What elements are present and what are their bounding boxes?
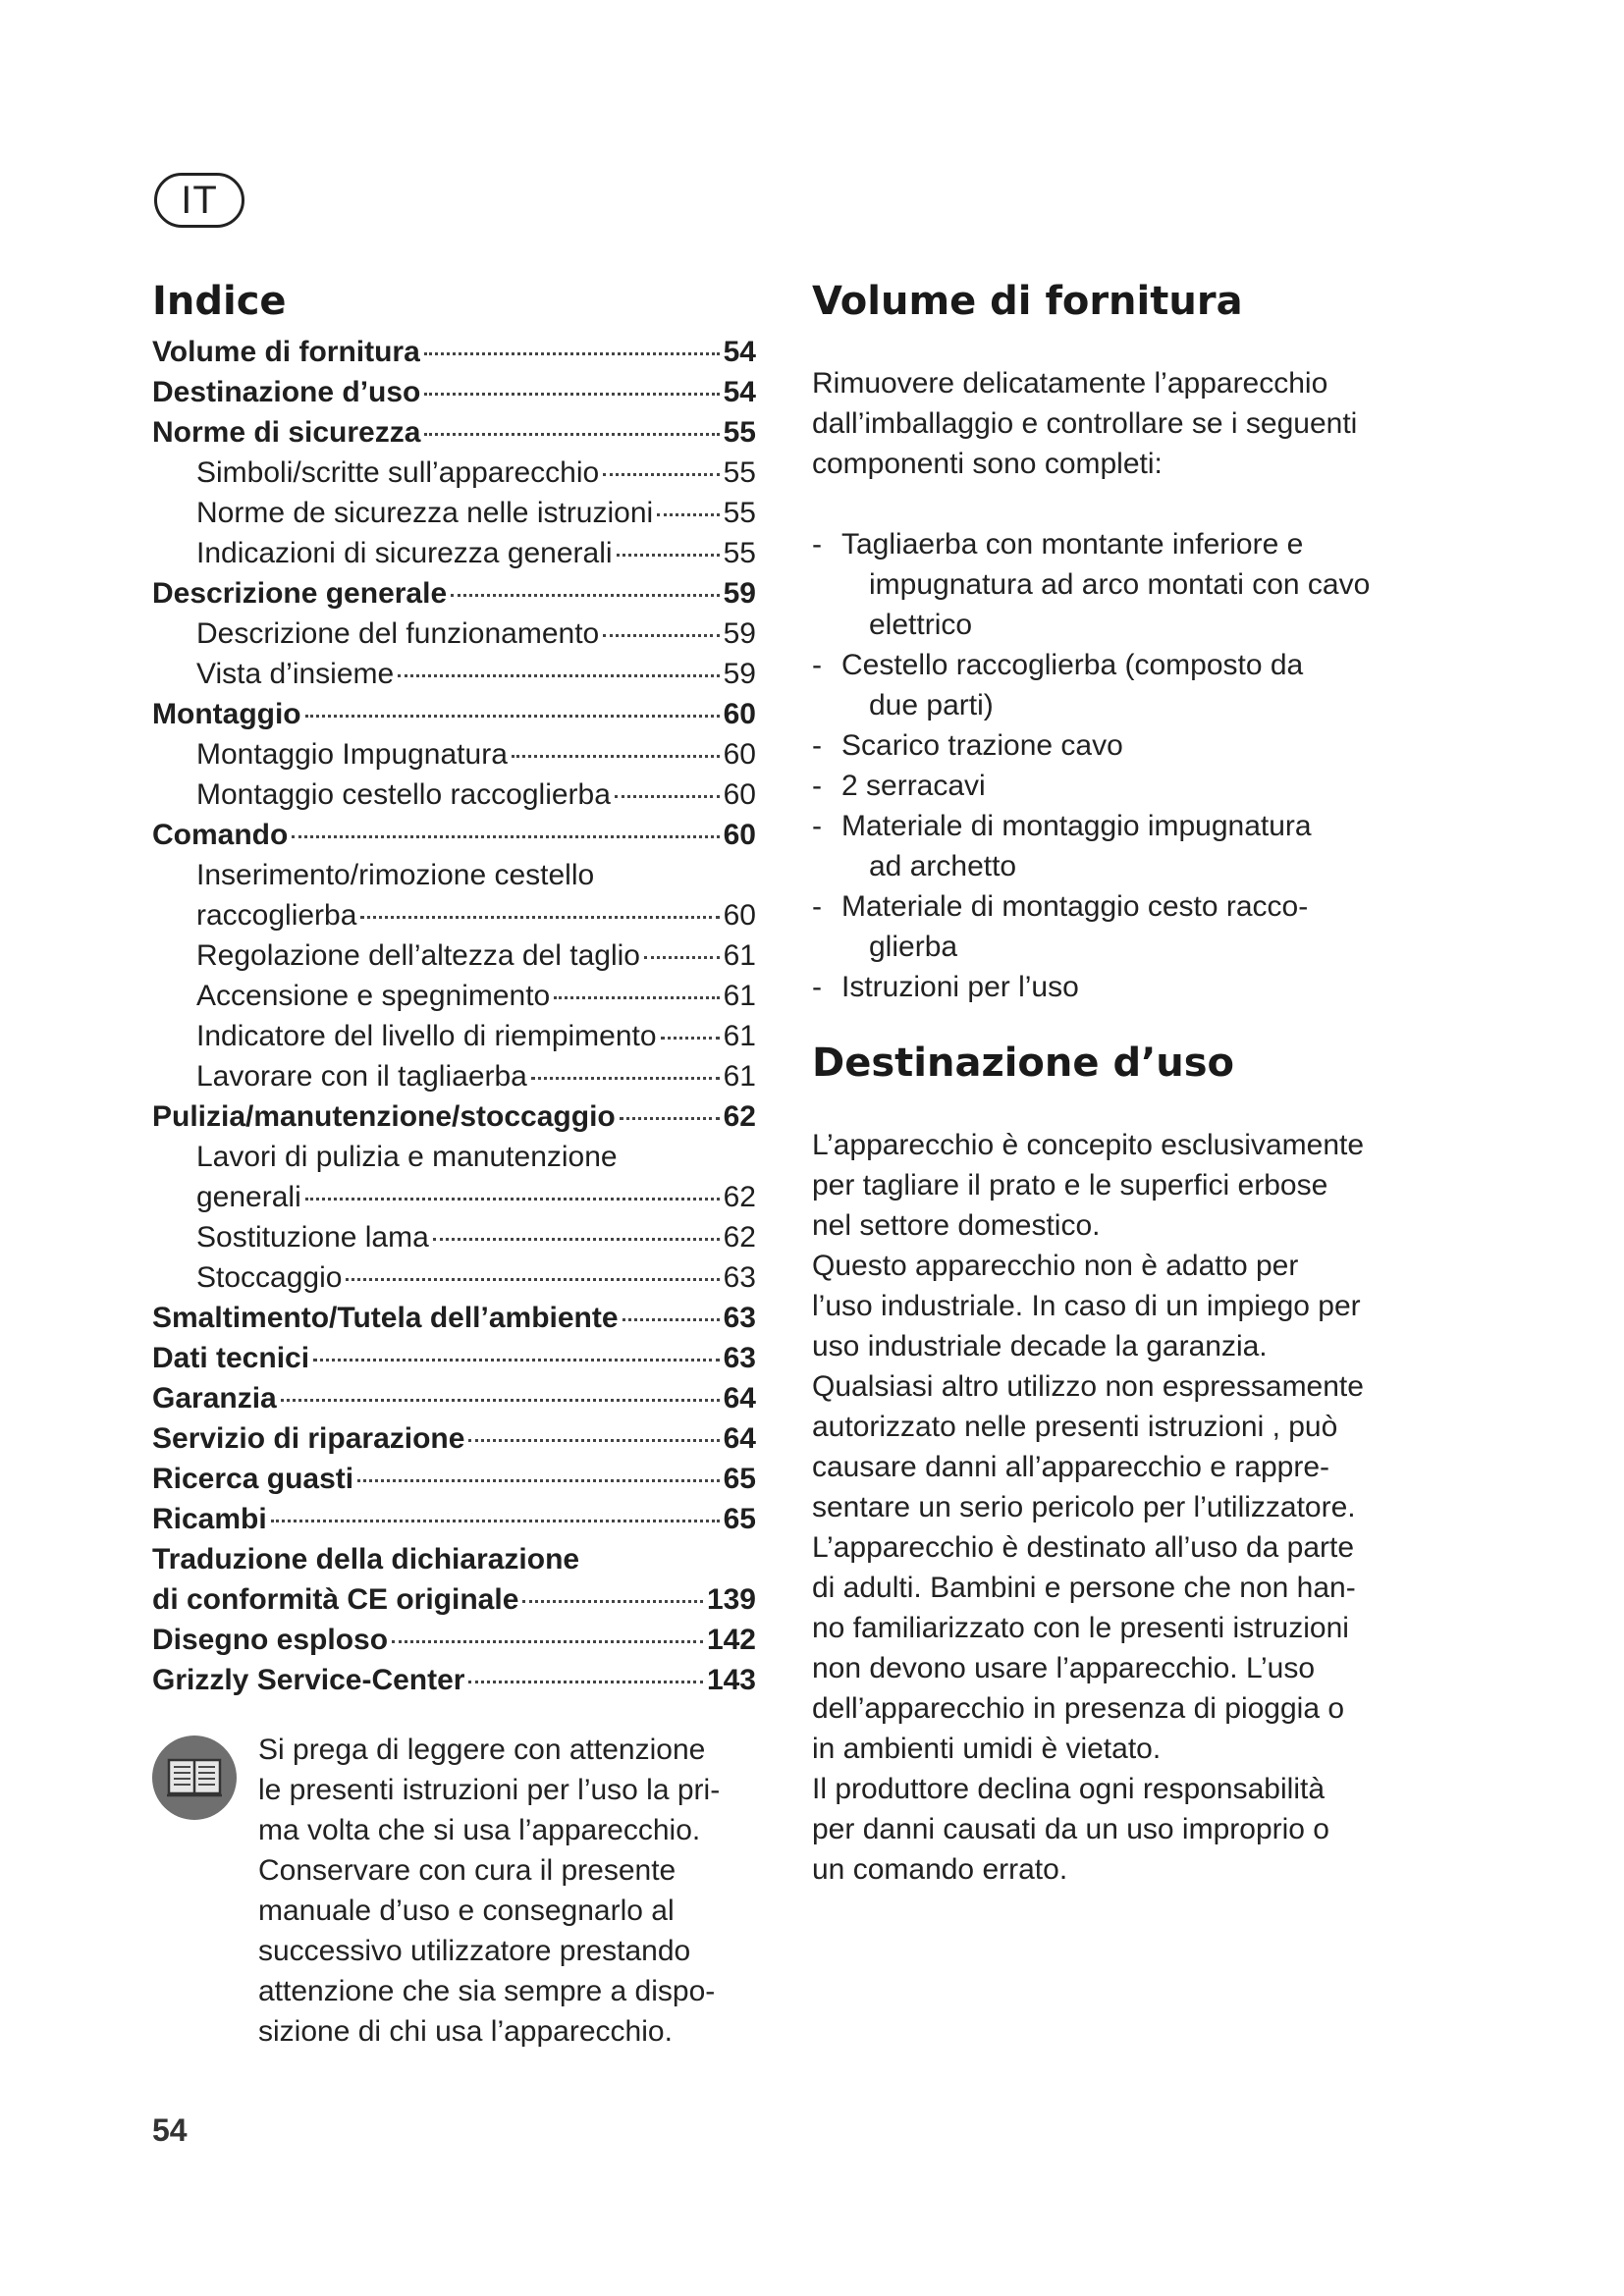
toc-entry	[152, 1217, 756, 1257]
toc-entry-page: 65	[723, 1463, 756, 1495]
toc-leader-dots	[615, 795, 720, 798]
toc-entry-page: 139	[706, 1583, 756, 1616]
toc-entry-page: 54	[723, 336, 756, 368]
toc-leader-dots	[398, 674, 719, 677]
toc-entry-title: Servizio di riparazione	[152, 1422, 465, 1455]
note-line: manuale d’uso e consegnarlo al	[258, 1895, 675, 1927]
read-instructions-note	[152, 1730, 756, 2052]
toc-entry-title: Lavorare con il tagliaerba	[196, 1060, 527, 1093]
toc-entry-page: 60	[723, 738, 756, 771]
toc-entry	[152, 734, 756, 774]
toc-entry	[152, 1499, 756, 1539]
toc-entry-title: Dati tecnici	[152, 1342, 310, 1374]
toc-entry	[152, 614, 756, 654]
supply-intro-line: dall’imballaggio e controllare se i seguenti	[812, 407, 1358, 440]
intended-use-line: causare danni all’apparecchio e rappre-	[812, 1451, 1329, 1483]
toc-entry-page: 64	[723, 1382, 756, 1415]
intended-use-line: Il produttore declina ogni responsabilità	[812, 1773, 1325, 1805]
toc-entry	[152, 855, 756, 895]
toc-entry-title: generali	[196, 1181, 301, 1213]
toc-leader-dots	[305, 715, 720, 718]
note-line: le presenti istruzioni per l’uso la pri-	[258, 1774, 721, 1806]
list-item	[812, 524, 1440, 645]
toc-entry-page: 62	[723, 1221, 756, 1254]
toc-entry-title: Destinazione d’uso	[152, 376, 421, 408]
toc-entry	[152, 654, 756, 694]
list-item-continuation: impugnatura ad arco montati con cavo	[869, 568, 1371, 601]
content-column	[812, 265, 1440, 1890]
list-item	[812, 725, 1440, 766]
toc-entry	[152, 815, 756, 855]
intended-use-line: dell’apparecchio in presenza di pioggia o	[812, 1692, 1345, 1725]
toc-entry-title: Vista d’insieme	[196, 658, 395, 690]
note-text	[258, 1730, 720, 2052]
note-line: Si prega di leggere con attenzione	[258, 1734, 706, 1766]
toc-leader-dots	[657, 513, 719, 516]
intended-use-line: per danni causati da un uso improprio o	[812, 1813, 1329, 1845]
toc-entry	[152, 1298, 756, 1338]
toc-entry-page: 63	[723, 1302, 756, 1334]
toc-entry-page: 143	[706, 1664, 756, 1696]
toc-leader-dots	[271, 1520, 720, 1522]
toc-entry-page: 54	[723, 376, 756, 408]
toc-entry-page: 62	[723, 1181, 756, 1213]
toc-entry-title: Descrizione del funzionamento	[196, 617, 600, 650]
toc-leader-dots	[451, 594, 719, 597]
list-item	[812, 645, 1440, 725]
toc-entry-page: 55	[723, 537, 756, 569]
toc-leader-dots	[620, 1117, 720, 1120]
bullet-dash: -	[812, 810, 822, 842]
toc-entry-title: Norme de sicurezza nelle istruzioni	[196, 497, 654, 529]
list-item	[812, 766, 1440, 806]
toc-leader-dots	[603, 634, 719, 637]
list-item-text: Istruzioni per l’uso	[841, 971, 1079, 1003]
intended-use-line: per tagliare il prato e le superfici erbose	[812, 1169, 1328, 1201]
list-item-text: 2 serracavi	[841, 770, 986, 802]
toc-entry	[152, 533, 756, 573]
list-item-continuation: elettrico	[869, 609, 973, 641]
list-item	[812, 967, 1440, 1007]
toc-leader-dots	[522, 1600, 703, 1603]
toc-entry	[152, 493, 756, 533]
toc-entry	[152, 1056, 756, 1096]
toc-entry	[152, 1257, 756, 1298]
toc-entry	[152, 332, 756, 372]
toc-entry-page: 61	[723, 1020, 756, 1052]
toc-entry	[152, 1096, 756, 1137]
toc-entry-page: 63	[723, 1342, 756, 1374]
toc-leader-dots	[661, 1037, 720, 1040]
toc-entry-page: 60	[723, 778, 756, 811]
list-item	[812, 806, 1440, 886]
index-title: Indice	[152, 279, 287, 324]
toc-entry-title: Traduzione della dichiarazione	[152, 1543, 580, 1575]
list-item-text: Materiale di montaggio impugnatura	[841, 810, 1312, 842]
toc-entry	[152, 573, 756, 614]
toc-entry-page: 65	[723, 1503, 756, 1535]
intended-use-line: L’apparecchio è concepito esclusivamente	[812, 1129, 1365, 1161]
toc-entry-page: 61	[723, 980, 756, 1012]
toc-entry-title: Montaggio cestello raccoglierba	[196, 778, 611, 811]
toc-leader-dots	[281, 1399, 720, 1402]
toc-leader-dots	[512, 755, 720, 758]
toc-entry	[152, 1378, 756, 1418]
toc-entry-title: di conformità CE originale	[152, 1583, 519, 1616]
toc-entry	[152, 1137, 756, 1177]
toc-entry-page: 60	[723, 899, 756, 932]
toc-entry-title: Garanzia	[152, 1382, 277, 1415]
toc-entry	[152, 935, 756, 976]
toc-entry	[152, 976, 756, 1016]
intended-use-title: Destinazione d’uso	[812, 1041, 1235, 1086]
toc-entry-title: Descrizione generale	[152, 577, 448, 610]
toc-entry	[152, 1177, 756, 1217]
toc-entry-page: 55	[723, 456, 756, 489]
intended-use-line: uso industriale decade la garanzia.	[812, 1330, 1268, 1362]
index-column	[152, 265, 756, 2052]
toc-leader-dots	[313, 1359, 720, 1362]
intended-use-line: no familiarizzato con le presenti istruzioni	[812, 1612, 1349, 1644]
intended-use-line: L’apparecchio è destinato all’uso da parte	[812, 1531, 1355, 1564]
toc-entry-title: Regolazione dell’altezza del taglio	[196, 939, 640, 972]
toc-entry-title: Accensione e spegnimento	[196, 980, 551, 1012]
toc-entry-title: Lavori di pulizia e manutenzione	[196, 1141, 618, 1173]
list-item-continuation: glierba	[869, 931, 958, 963]
language-badge: IT	[154, 173, 244, 228]
toc-leader-dots	[554, 996, 719, 999]
toc-leader-dots	[623, 1318, 720, 1321]
toc-leader-dots	[360, 916, 719, 919]
intended-use-line: non devono usare l’apparecchio. L’uso	[812, 1652, 1316, 1684]
toc-leader-dots	[346, 1278, 719, 1281]
toc-leader-dots	[392, 1640, 703, 1643]
toc-entry-title: Inserimento/rimozione cestello	[196, 859, 595, 891]
toc-entry-page: 60	[723, 819, 756, 851]
toc-entry-title: Montaggio	[152, 698, 301, 730]
bullet-dash: -	[812, 971, 822, 1003]
bullet-dash: -	[812, 528, 822, 561]
supply-intro-line: componenti sono completi:	[812, 448, 1163, 480]
bullet-dash: -	[812, 890, 822, 923]
toc-entry-title: Volume di fornitura	[152, 336, 420, 368]
toc-leader-dots	[424, 352, 720, 355]
toc-entry-page: 59	[723, 617, 756, 650]
toc-entry-title: Smaltimento/Tutela dell’ambiente	[152, 1302, 619, 1334]
toc-entry	[152, 372, 756, 412]
toc-leader-dots	[433, 1238, 720, 1241]
bullet-dash: -	[812, 729, 822, 762]
toc-entry-title: Sostituzione lama	[196, 1221, 429, 1254]
bullet-dash: -	[812, 649, 822, 681]
toc-leader-dots	[424, 393, 719, 396]
list-item-text: Scarico trazione cavo	[841, 729, 1123, 762]
supply-title: Volume di fornitura	[812, 279, 1243, 324]
toc-entry-page: 64	[723, 1422, 756, 1455]
intended-use-line: in ambienti umidi è vietato.	[812, 1733, 1162, 1765]
toc-entry-title: Simboli/scritte sull’apparecchio	[196, 456, 600, 489]
toc-leader-dots	[424, 433, 719, 436]
toc-entry-page: 61	[723, 1060, 756, 1093]
book-icon	[152, 1735, 237, 1820]
toc-entry-page: 55	[723, 416, 756, 449]
toc-entry	[152, 1579, 756, 1620]
toc-entry-title: Ricerca guasti	[152, 1463, 354, 1495]
note-line: attenzione che sia sempre a dispo-	[258, 1975, 716, 2007]
page-number: 54	[152, 2112, 188, 2148]
intended-use-text	[812, 1125, 1440, 1890]
table-of-contents	[152, 332, 756, 1700]
toc-leader-dots	[617, 554, 720, 557]
list-item-continuation: due parti)	[869, 689, 994, 721]
toc-leader-dots	[603, 473, 719, 476]
toc-entry-title: Grizzly Service-Center	[152, 1664, 465, 1696]
toc-entry	[152, 1660, 756, 1700]
toc-leader-dots	[468, 1681, 702, 1683]
toc-entry	[152, 1539, 756, 1579]
toc-entry-page: 59	[723, 577, 756, 610]
supply-list	[812, 524, 1440, 1007]
toc-entry-page: 55	[723, 497, 756, 529]
toc-entry	[152, 1418, 756, 1459]
toc-entry-title: Disegno esploso	[152, 1624, 389, 1656]
toc-entry	[152, 453, 756, 493]
toc-entry-page: 62	[723, 1100, 756, 1133]
toc-entry	[152, 895, 756, 935]
toc-entry-title: Indicazioni di sicurezza generali	[196, 537, 613, 569]
toc-entry-title: Stoccaggio	[196, 1261, 343, 1294]
toc-entry-title: Comando	[152, 819, 289, 851]
toc-leader-dots	[644, 956, 720, 959]
toc-entry	[152, 694, 756, 734]
toc-entry	[152, 1620, 756, 1660]
toc-entry-title: Indicatore del livello di riempimento	[196, 1020, 657, 1052]
toc-entry-title: Pulizia/manutenzione/stoccaggio	[152, 1100, 616, 1133]
toc-entry	[152, 1016, 756, 1056]
toc-leader-dots	[357, 1479, 720, 1482]
supply-intro	[812, 363, 1440, 484]
toc-entry-page: 60	[723, 698, 756, 730]
list-item-text: Cestello raccoglierba (composto da	[841, 649, 1304, 681]
intended-use-line: Questo apparecchio non è adatto per	[812, 1250, 1299, 1282]
intended-use-line: l’uso industriale. In caso di un impiego per	[812, 1290, 1361, 1322]
toc-entry	[152, 1459, 756, 1499]
list-item-text: Tagliaerba con montante inferiore e	[841, 528, 1304, 561]
intended-use-line: sentare un serio pericolo per l’utilizzatore.	[812, 1491, 1356, 1523]
toc-entry	[152, 1338, 756, 1378]
toc-entry-page: 63	[723, 1261, 756, 1294]
intended-use-line: Qualsiasi altro utilizzo non espressamente	[812, 1370, 1364, 1403]
toc-entry-page: 59	[723, 658, 756, 690]
toc-entry	[152, 774, 756, 815]
toc-entry-title: Ricambi	[152, 1503, 267, 1535]
toc-entry	[152, 412, 756, 453]
toc-entry-page: 61	[723, 939, 756, 972]
list-item-continuation: ad archetto	[869, 850, 1017, 882]
note-line: sizione di chi usa l’apparecchio.	[258, 2015, 673, 2048]
note-line: ma volta che si usa l’apparecchio.	[258, 1814, 701, 1846]
intended-use-line: di adulti. Bambini e persone che non han-	[812, 1572, 1356, 1604]
toc-entry-title: Norme di sicurezza	[152, 416, 421, 449]
note-line: Conservare con cura il presente	[258, 1854, 677, 1887]
intended-use-line: un comando errato.	[812, 1853, 1068, 1886]
toc-entry-title: raccoglierba	[196, 899, 357, 932]
toc-leader-dots	[468, 1439, 719, 1442]
toc-entry-page: 142	[706, 1624, 756, 1656]
list-item	[812, 886, 1440, 967]
note-line: successivo utilizzatore prestando	[258, 1935, 691, 1967]
bullet-dash: -	[812, 770, 822, 802]
toc-entry-title: Montaggio Impugnatura	[196, 738, 508, 771]
intended-use-line: nel settore domestico.	[812, 1209, 1101, 1242]
list-item-text: Materiale di montaggio cesto racco-	[841, 890, 1309, 923]
supply-intro-line: Rimuovere delicatamente l’apparecchio	[812, 367, 1328, 400]
toc-leader-dots	[292, 835, 719, 838]
toc-leader-dots	[531, 1077, 720, 1080]
intended-use-line: autorizzato nelle presenti istruzioni , può	[812, 1411, 1338, 1443]
toc-leader-dots	[305, 1198, 720, 1201]
